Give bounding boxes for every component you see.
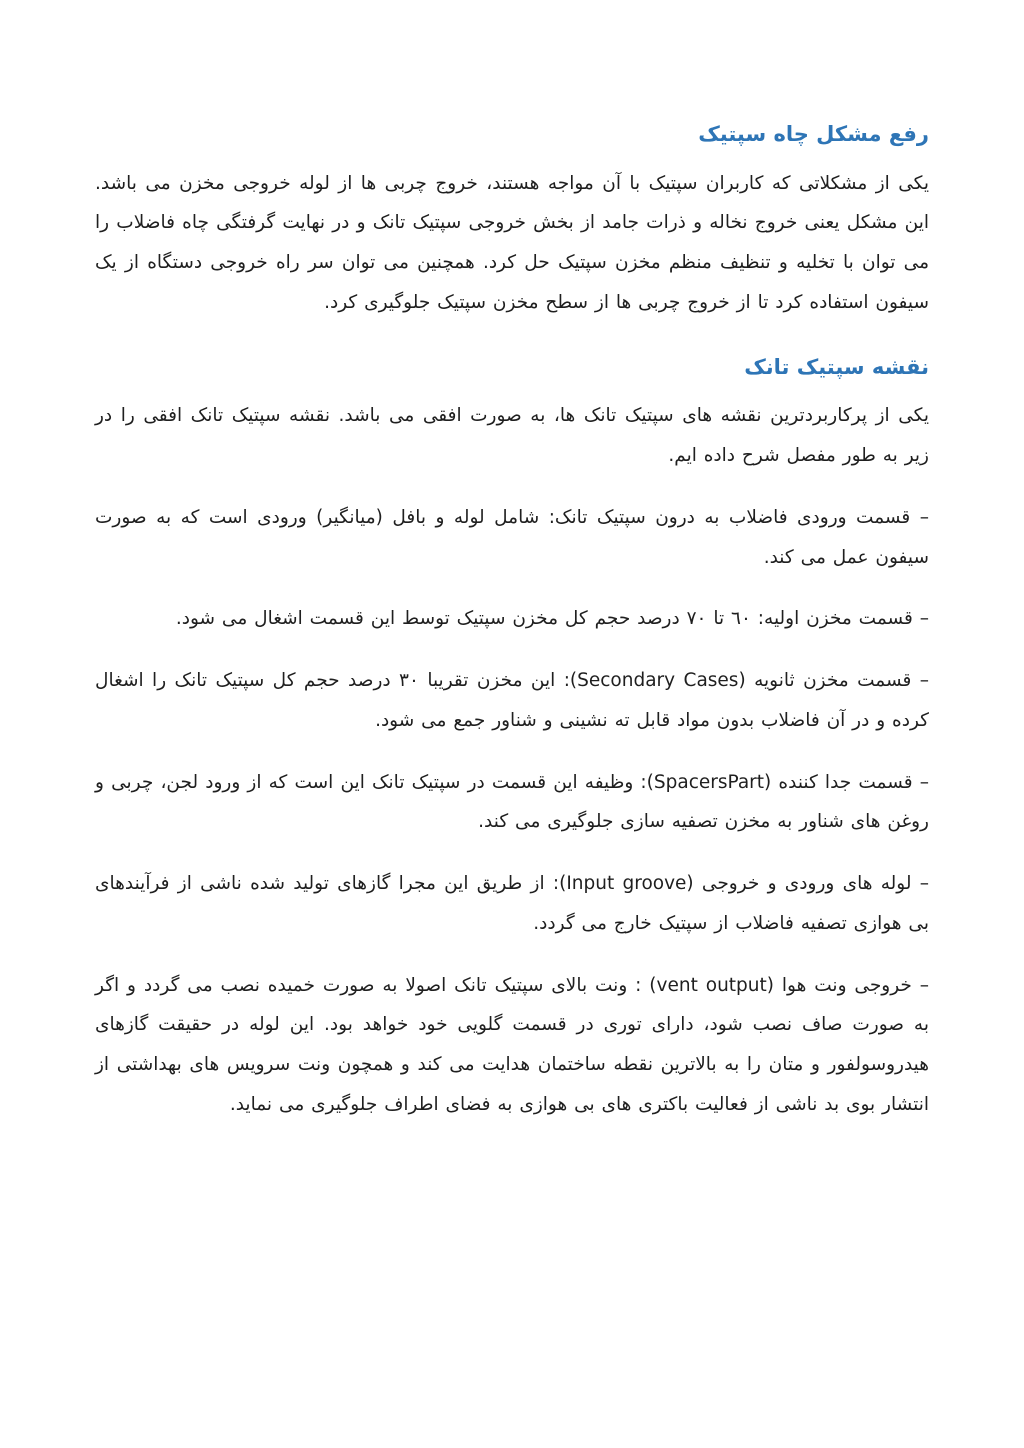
section-1-heading: رفع مشکل چاه سپتیک	[698, 122, 929, 146]
section-2-heading: نقشه سپتیک تانک	[744, 354, 929, 379]
list-item-spacer-part: – قسمت جدا کننده (SpacersPart): وظیفه این قسمت در سپتیک تانک این است که از ورود لجن، چربی و روغن های شناور به مخزن تصفیه سازی جلوگیری می کند.	[95, 771, 929, 833]
section-1-paragraph: یکی از مشکلاتی که کاربران سپتیک با آن مواجه هستند، خروج چربی ها از لوله خروجی مخزن می باشد. این مشکل یعنی خروج نخاله و ذرات جامد از بخش خروجی سپتیک تانک و در نهایت گرفتگی چاه فاضلاب را می توان با تخلیه و تنظیف منظم مخزن سپتیک حل کرد. همچنین می توان سر راه خروجی دستگاه از یک سیفون استفاده کرد تا از خروج چربی ها از سطح مخزن سپتیک جلوگیری کرد.	[95, 172, 929, 313]
list-item-secondary-tank: – قسمت مخزن ثانویه (Secondary Cases): این مخزن تقریبا ٣٠ درصد حجم کل سپتیک تانک را اشغال کرده و در آن فاضلاب بدون مواد قابل ته نشینی و شناور جمع می شود.	[95, 670, 929, 731]
list-item-vent-output: – خروجی ونت هوا (vent output) : ونت بالای سپتیک تانک اصولا به صورت خمیده نصب می گردد و اگر به صورت صاف نصب شود، دارای توری در قسمت گلویی خود خواهد بود. این لوله در حقیقت گازهای هیدروسولفور و متان را به بالاترین نقطه ساختمان هدایت می کند و همچون ونت سرویس های بهداشتی از انتشار بوی بد ناشی از فعالیت باکتری های بی هوازی به فضای اطراف جلوگیری می نماید.	[95, 974, 929, 1115]
section-2-intro-paragraph: یکی از پرکاربردترین نقشه های سپتیک تانک ها، به صورت افقی می باشد. نقشه سپتیک تانک افقی را در زیر به طور مفصل شرح داده ایم.	[95, 405, 929, 467]
list-item-inlet-section: – قسمت ورودی فاضلاب به درون سپتیک تانک: شامل لوله و بافل (میانگیر) ورودی است که به صورت سیفون عمل می کند.	[95, 506, 929, 568]
list-item-primary-tank: – قسمت مخزن اولیه: ٦٠ تا ٧٠ درصد حجم کل مخزن سپتیک توسط این قسمت اشغال می شود.	[175, 608, 929, 630]
list-item-input-groove: – لوله های ورودی و خروجی (Input groove): از طریق این مجرا گازهای تولید شده ناشی از فرآیندهای بی هوازی تصفیه فاضلاب از سپتیک خارج می گردد.	[95, 873, 929, 934]
